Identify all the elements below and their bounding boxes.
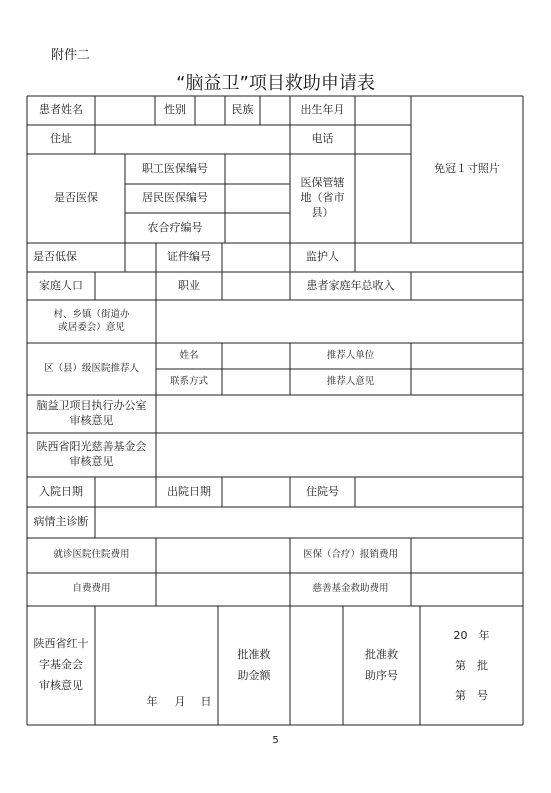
label-gender: 性别	[164, 103, 186, 117]
label-address: 住址	[50, 132, 72, 146]
label-village-opinion: 村、乡镇（街道办 或居委会）意见	[53, 308, 130, 333]
label-phone: 电话	[311, 132, 334, 146]
label-insured: 是否医保	[54, 191, 98, 205]
batch-serial: 第 号	[455, 688, 488, 702]
label-hospital-cost: 就诊医院住院费用	[53, 549, 130, 561]
label-admission-date: 入院日期	[39, 484, 83, 498]
date-month: 月	[174, 694, 186, 708]
label-rural-insurance: 农合疗编号	[147, 220, 203, 234]
label-family-size: 家庭人口	[39, 278, 83, 292]
label-recommender-name: 姓名	[179, 349, 199, 361]
label-charity-aid: 慈善基金救助费用	[312, 583, 389, 595]
label-self-paid: 自费费用	[72, 583, 111, 595]
label-redcross-review: 陕西省红十 字基金会 审核意见	[33, 637, 89, 692]
label-recommender-opinion: 推荐人意见	[326, 375, 375, 387]
label-low-income: 是否低保	[33, 250, 77, 264]
date-year: 年	[146, 694, 158, 708]
label-approved-serial: 批准救 助序号	[365, 647, 398, 682]
label-employee-insurance: 职工医保编号	[142, 161, 208, 175]
label-county-hospital: 区（县）级医院推荐人	[43, 362, 139, 374]
form-title: “脑益卫”项目救助申请表	[176, 73, 375, 94]
label-diagnosis: 病情主诊断	[33, 515, 89, 529]
label-resident-insurance: 居民医保编号	[142, 191, 208, 205]
attachment-label: 附件二	[51, 48, 91, 63]
label-id-number: 证件编号	[167, 250, 211, 264]
label-family-income: 患者家庭年总收入	[306, 278, 395, 292]
label-reimbursement: 医保（合疗）报销费用	[302, 549, 398, 561]
label-office-review: 脑益卫项目执行办公室 审核意见	[36, 399, 147, 427]
label-ethnicity: 民族	[231, 103, 254, 117]
batch-year: 20 年	[453, 628, 490, 642]
page-number: 5	[272, 735, 279, 746]
batch-number: 第 批	[455, 658, 488, 672]
label-approved-amount: 批准救 助金额	[237, 647, 271, 682]
label-photo: 免冠１寸照片	[434, 162, 500, 176]
label-recommender-unit: 推荐人单位	[326, 349, 375, 361]
label-contact: 联系方式	[169, 375, 208, 387]
label-occupation: 职业	[178, 278, 200, 292]
label-insurance-region: 医保管辖 地（省市 县）	[300, 176, 345, 219]
label-guardian: 监护人	[306, 250, 339, 264]
label-birth: 出生年月	[300, 103, 345, 117]
label-inpatient-no: 住院号	[306, 484, 339, 498]
date-day: 日	[200, 694, 212, 708]
label-patient-name: 患者姓名	[39, 103, 83, 117]
label-sunshine-review: 陕西省阳光慈善基金会 审核意见	[36, 440, 147, 468]
label-discharge-date: 出院日期	[167, 484, 211, 498]
